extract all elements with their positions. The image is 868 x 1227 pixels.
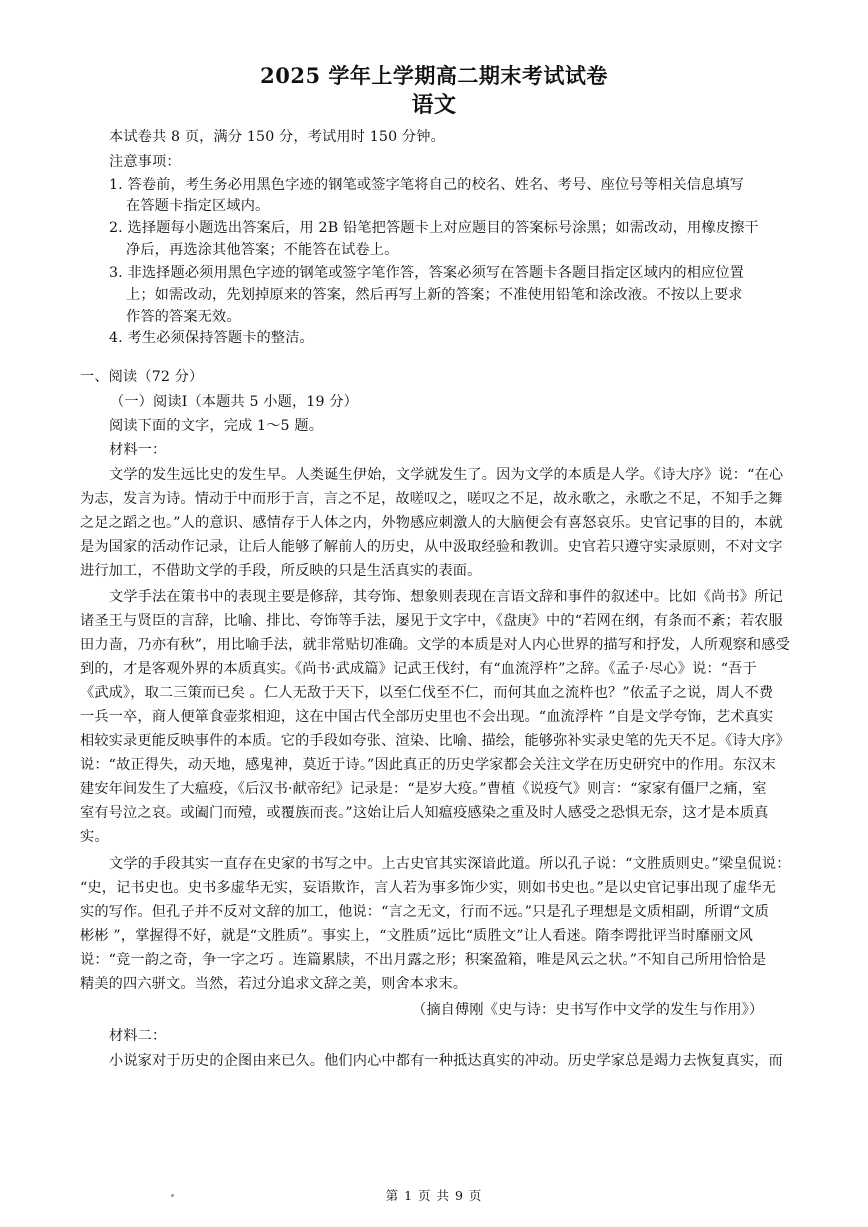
notice-line: 在答题卡指定区域内。 [126, 198, 270, 214]
paragraph-line: 到的，才是客观外界的本质真实。《尚书·武成篇》记武王伐纣，有“血流浮杵”之辞。《孟子·尽心》说：“吾于 [80, 661, 757, 677]
notice-line: 4. 考生必须保持答题卡的整洁。 [109, 330, 314, 346]
intro-text: 本试卷共 8 页，满分 150 分，考试用时 150 分钟。 [109, 129, 445, 145]
paragraph-line: 相较实录更能反映事件的本质。它的手段如夸张、渲染、比喻、描绘，能够弥补实录史笔的先天不足。《诗大序》 [80, 733, 790, 749]
paragraph-line: 实的写作。但孔子并不反对文辞的加工，他说：“言之无文，行而不远。”只是孔子理想是文质相副，所谓“文质 [80, 904, 769, 920]
paragraph-line: 文学手法在策书中的表现主要是修辞，其夸饰、想象则表现在言语文辞和事件的叙述中。比如《尚书》所记 [109, 589, 783, 605]
reading-instruction: 阅读下面的文字，完成 1～5 题。 [109, 418, 324, 434]
page-footer: 第 1 页 共 9 页 [385, 1188, 483, 1203]
paragraph-line: 文学的发生远比史的发生早。人类诞生伊始，文学就发生了。因为文学的本质是人学。《诗大序》说：“在心 [109, 467, 784, 483]
notice-line: 上；如需改动，先划掉原来的答案，然后再写上新的答案；不准使用铅笔和涂改液。不按以上要求 [126, 287, 743, 303]
paragraph-line: 为志，发言为诗。情动于中而形于言，言之不足，故嗟叹之，嗟叹之不足，故永歌之，永歌之不足，不知手之舞 [80, 491, 783, 507]
subject-title: 语文 [411, 92, 457, 118]
citation: （摘自傅刚《史与诗：史书写作中文学的发生与作用》） [412, 1002, 764, 1018]
paragraph-line: 之足之蹈之也。”人的意识、感情存于人体之内，外物感应刺激人的大脑便会有喜怒哀乐。史官记事的目的，本就 [80, 515, 783, 531]
paragraph-line: 说：“故正得失，动天地，感鬼神，莫近于诗。”因此真正的历史学家都会关注文学在历史研究中的作用。东汉末 [80, 757, 776, 773]
paragraph-line: 室有号泣之哀。或阖门而殪，或覆族而丧。”这始让后人知瘟疫感染之重及时人感受之恐惧无奈，这才是本质真 [80, 805, 769, 821]
paragraph-line: 是为国家的活动作记录，让后人能够了解前人的历史，从中汲取经验和教训。史官若只遵守实录原则，不对文字 [80, 539, 783, 555]
exam-title: 2025 学年上学期高二期末考试试卷 [260, 63, 608, 88]
section-heading: 一、阅读（72 分） [80, 369, 204, 385]
notice-line: 1. 答卷前，考生务必用黑色字迹的钢笔或签字笔将自己的校名、姓名、考号、座位号等相关信息填写 [109, 177, 745, 193]
notice-line: 3. 非选择题必须用黑色字迹的钢笔或签字笔作答，答案必须写在答题卡各题目指定区域内的相应位置 [109, 265, 745, 281]
paragraph-line: 建安年间发生了大瘟疫，《后汉书·献帝纪》记录是：“是岁大疫。”曹植《说疫气》则言：“家家有僵尸之痛，室 [80, 781, 767, 797]
paragraph-line: 彬彬 ”，掌握得不好，就是“文胜质”。事实上，“文胜质”远比“质胜文”让人看迷。隋李谔批评当时靡丽文风 [80, 928, 753, 944]
notice-line: 净后，再选涂其他答案；不能答在试卷上。 [126, 242, 399, 258]
notice-line: 作答的答案无效。 [126, 309, 241, 325]
paragraph-line: 田力啬，乃亦有秋”，用比喻手法，就非常贴切准确。文学的本质是对人内心世界的描写和抒发，人所观察和感受 [80, 637, 790, 653]
notice-heading: 注意事项： [109, 154, 181, 170]
paragraph-line: 实。 [80, 829, 109, 845]
paragraph-line: “史，记书史也。史书多虚华无实，妄语欺诈，言人若为事多饰少实，则如书史也。”是以史官记事出现了虚华无 [80, 880, 776, 896]
paragraph-line: 诸圣王与贤臣的言辞，比喻、排比、夸饰等手法，屡见于文字中，《盘庚》中的“若网在纲，有条而不紊；若农服 [80, 613, 783, 629]
paragraph-line: 小说家对于历史的企图由来已久。他们内心中都有一种抵达真实的冲动。历史学家总是竭力去恢复真实，而 [109, 1053, 783, 1069]
paragraph-line: 文学的手段其实一直存在史家的书写之中。上古史官其实深谙此道。所以孔子说：“文胜质则史。”梁皇侃说： [109, 856, 791, 872]
paragraph-line: 进行加工，不借助文学的手段，所反映的只是生活真实的表面。 [80, 563, 482, 579]
paragraph-line: 说：“竞一韵之奇，争一字之巧 。连篇累牍，不出月露之形；积案盈箱，唯是风云之状。”不知自己所用恰恰是 [80, 952, 767, 968]
sub-section-heading: （一）阅读Ⅰ（本题共 5 小题，19 分） [110, 394, 358, 410]
paragraph-line: 《武成》，取二三策而已矣 。仁人无敌于天下，以至仁伐至不仁，而何其血之流杵也？”依孟子之说，周人不费 [80, 685, 774, 701]
paragraph-line: 一兵一卒，商人便箪食壶浆相迎，这在中国古代全部历史里也不会出现。“血流浮杵 ”自是文学夸饰，艺术真实 [80, 709, 774, 725]
material1-label: 材料一： [109, 442, 167, 458]
notice-line: 2. 选择题每小题选出答案后，用 2B 铅笔把答题卡上对应题目的答案标号涂黑；如需改动，用橡皮擦干 [109, 220, 759, 236]
material2-label: 材料二： [109, 1028, 167, 1044]
paragraph-line: 精美的四六骈文。当然，若过分追求文辞之美，则舍本求末。 [80, 976, 468, 992]
